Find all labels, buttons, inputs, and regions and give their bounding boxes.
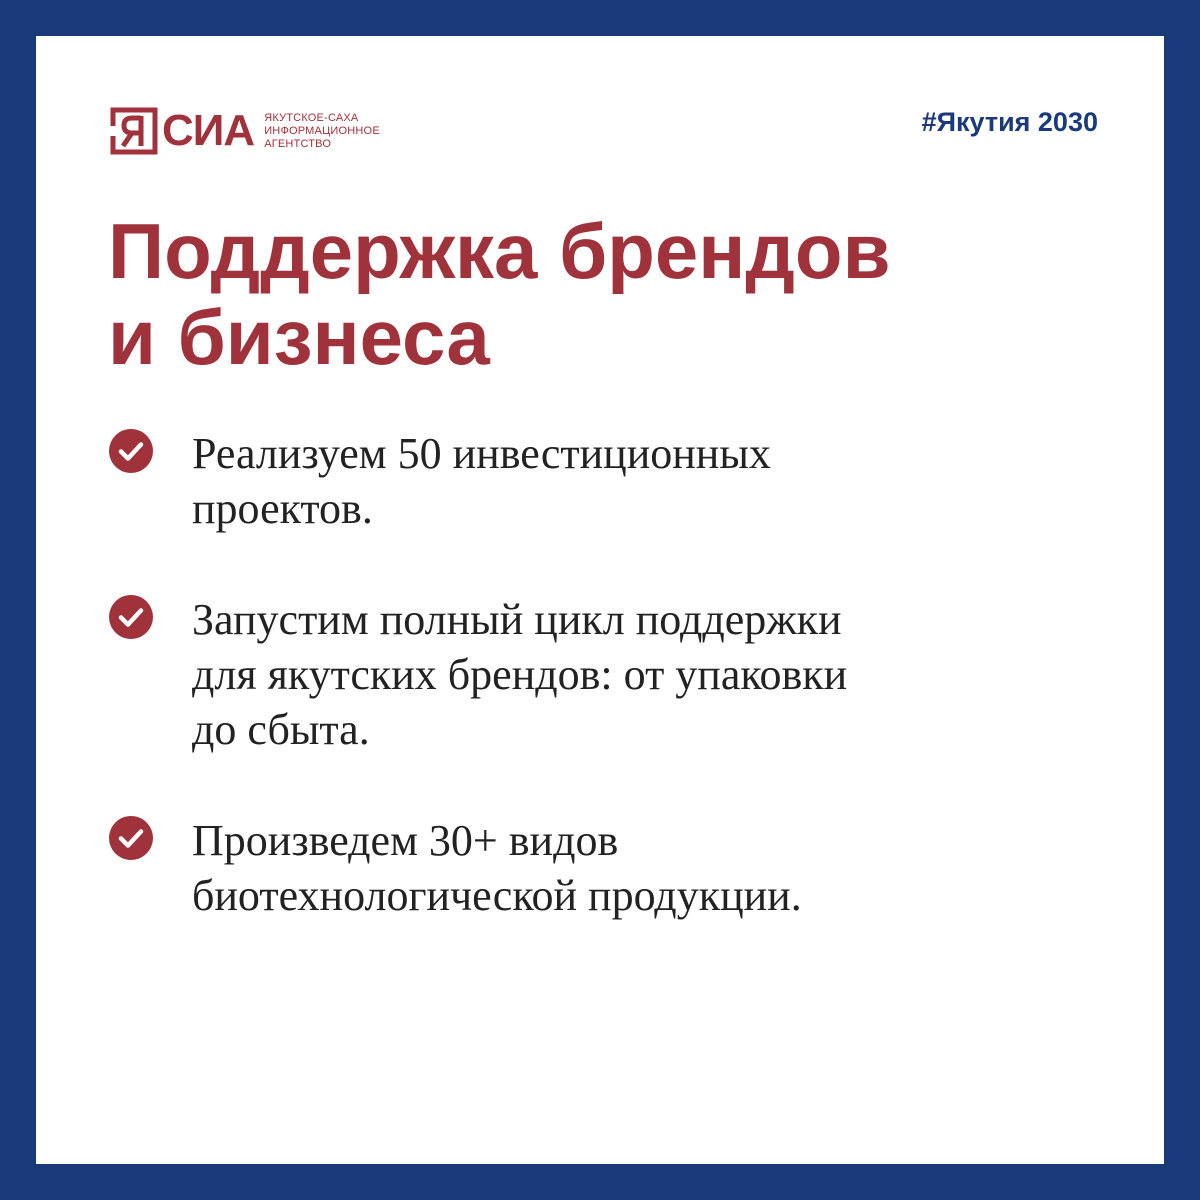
- list-item: [108, 813, 1068, 923]
- list-item-line: Реализуем 50 инвестиционных: [192, 429, 771, 478]
- list-item: [108, 426, 1068, 536]
- brand-tagline: [264, 112, 380, 151]
- list-item-line: до сбыта.: [192, 705, 370, 754]
- check-circle-icon: [108, 594, 154, 640]
- list-item-text: [192, 813, 972, 923]
- list-item-line: проектов.: [192, 484, 373, 533]
- list-item-text: [192, 426, 972, 536]
- check-circle-icon: [108, 815, 154, 861]
- brand-name: СИА: [162, 106, 255, 155]
- ya-letter-logo-icon: [110, 107, 158, 155]
- list-item-text: [192, 592, 972, 757]
- key-points-list: [108, 426, 1068, 979]
- list-item-line: биотехнологической продукции.: [192, 871, 802, 920]
- brand-tagline-line: ЯКУТСКОЕ-САХА: [264, 111, 359, 124]
- page-title-line: Поддержка брендов: [108, 207, 891, 295]
- brand-logo: [110, 105, 380, 157]
- list-item-line: Произведем 30+ видов: [192, 816, 619, 865]
- check-circle-icon: [108, 428, 154, 474]
- page-title: [108, 208, 1088, 380]
- list-item-line: для якутских брендов: от упаковки: [192, 650, 848, 699]
- list-item: [108, 592, 1068, 757]
- brand-tagline-line: ИНФОРМАЦИОННОЕ: [264, 124, 380, 137]
- hashtag: #Якутия 2030: [921, 107, 1098, 137]
- list-item-line: Запустим полный цикл поддержки: [192, 595, 842, 644]
- page-title-line: и бизнеса: [108, 293, 490, 381]
- infographic-card: [36, 36, 1164, 1164]
- brand-tagline-line: АГЕНТСТВО: [264, 137, 332, 150]
